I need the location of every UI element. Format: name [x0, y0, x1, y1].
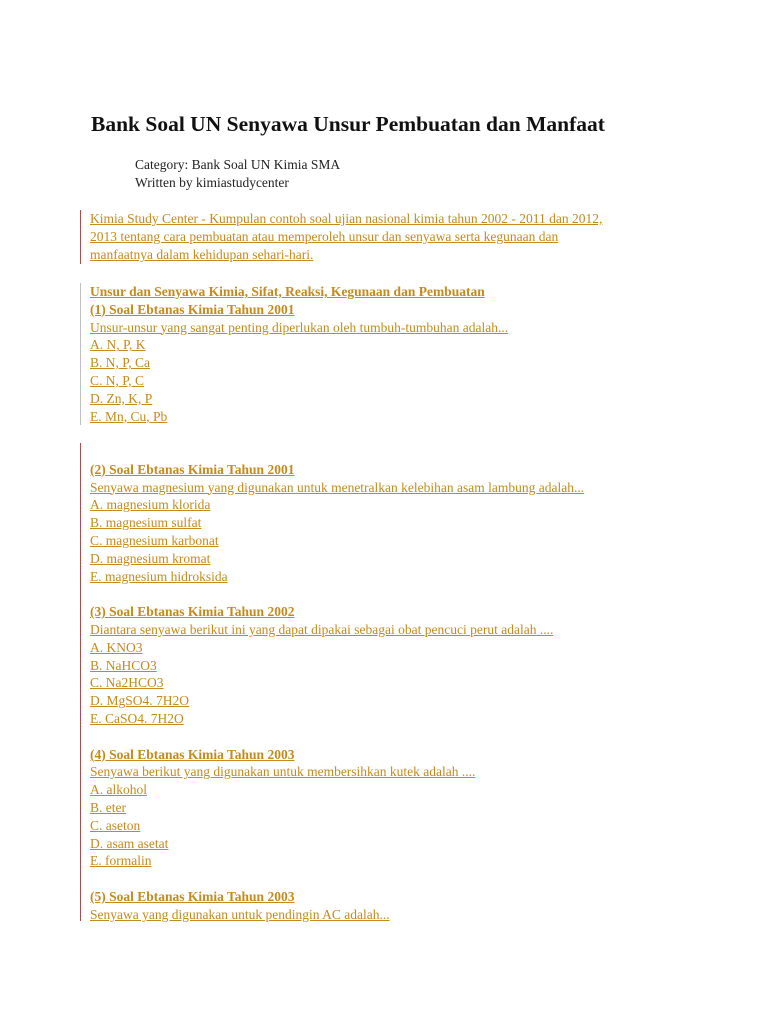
question-text[interactable]: Unsur-unsur yang sangat penting diperlukan oleh tumbuh-tumbuhan adalah...: [90, 319, 509, 335]
question-text[interactable]: Senyawa berikut yang digunakan untuk membersihkan kutek adalah ....: [90, 764, 476, 780]
answer-option[interactable]: C. aseton: [90, 817, 141, 833]
intro-line[interactable]: manfaatnya dalam kehidupan sehari-hari.: [90, 247, 314, 262]
answer-option[interactable]: A. magnesium klorida: [90, 497, 211, 513]
question-section-1: [80, 283, 690, 425]
answer-option[interactable]: B. eter: [90, 799, 126, 815]
answer-option[interactable]: A. KNO3: [90, 639, 143, 655]
answer-option[interactable]: A. N, P, K: [90, 337, 146, 353]
answer-option[interactable]: B. N, P, Ca: [90, 355, 151, 371]
section-heading[interactable]: Unsur dan Senyawa Kimia, Sifat, Reaksi, Kegunaan dan Pembuatan: [90, 284, 485, 299]
question-heading[interactable]: (5) Soal Ebtanas Kimia Tahun 2003: [90, 888, 295, 904]
question-text[interactable]: Diantara senyawa berikut ini yang dapat dipakai sebagai obat pencuci perut adalah ....: [90, 621, 554, 637]
answer-option[interactable]: B. magnesium sulfat: [90, 515, 202, 531]
answer-option[interactable]: C. N, P, C: [90, 372, 145, 388]
question-section-2: [80, 443, 690, 921]
question-heading[interactable]: (4) Soal Ebtanas Kimia Tahun 2003: [90, 746, 295, 762]
category-label: Category: Bank Soal UN Kimia SMA: [135, 157, 341, 172]
question-text[interactable]: Senyawa yang digunakan untuk pendingin AC adalah...: [90, 906, 390, 922]
intro-line[interactable]: Kimia Study Center - Kumpulan contoh soal ujian nasional kimia tahun 2002 - 2011 dan 2012,: [90, 211, 603, 226]
answer-option[interactable]: D. magnesium kromat: [90, 550, 211, 566]
article-meta: [135, 156, 340, 192]
answer-option[interactable]: B. NaHCO3: [90, 657, 157, 673]
answer-option[interactable]: E. magnesium hidroksida: [90, 568, 228, 584]
intro-line[interactable]: 2013 tentang cara pembuatan atau memperoleh unsur dan senyawa serta kegunaan dan: [90, 229, 559, 244]
answer-option[interactable]: E. CaSO4. 7H2O: [90, 710, 184, 726]
answer-option[interactable]: E. Mn, Cu, Pb: [90, 408, 168, 424]
intro-paragraph: [80, 210, 690, 264]
answer-option[interactable]: A. alkohol: [90, 782, 147, 798]
page-title: Bank Soal UN Senyawa Unsur Pembuatan dan Manfaat: [91, 112, 605, 136]
question-text[interactable]: Senyawa magnesium yang digunakan untuk menetralkan kelebihan asam lambung adalah...: [90, 479, 585, 495]
question-heading[interactable]: (2) Soal Ebtanas Kimia Tahun 2001: [90, 461, 295, 477]
answer-option[interactable]: D. MgSO4. 7H2O: [90, 693, 190, 709]
answer-option[interactable]: D. asam asetat: [90, 835, 169, 851]
answer-option[interactable]: D. Zn, K, P: [90, 390, 153, 406]
answer-option[interactable]: C. magnesium karbonat: [90, 532, 219, 548]
author-label: Written by kimiastudycenter: [135, 175, 289, 190]
question-heading[interactable]: (3) Soal Ebtanas Kimia Tahun 2002: [90, 604, 295, 620]
answer-option[interactable]: E. formalin: [90, 853, 152, 869]
answer-option[interactable]: C. Na2HCO3: [90, 675, 164, 691]
question-heading[interactable]: (1) Soal Ebtanas Kimia Tahun 2001: [90, 301, 295, 317]
